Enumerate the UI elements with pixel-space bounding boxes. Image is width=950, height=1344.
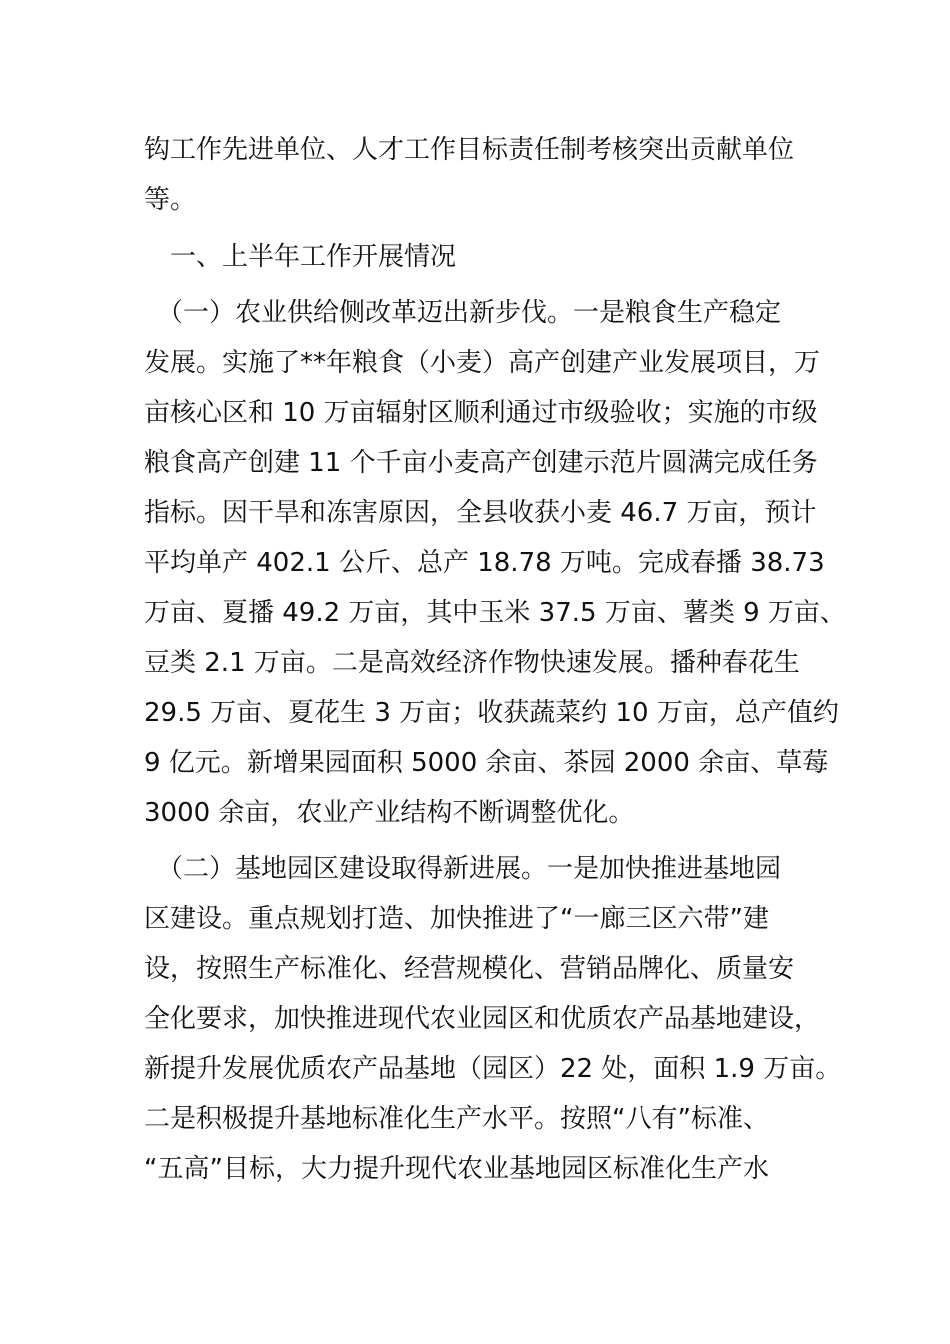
body-text-line: 设，按照生产标准化、经营规模化、营销品牌化、质量安 bbox=[144, 954, 795, 984]
body-text-line: 区建设。重点规划打造、加快推进了“一廊三区六带”建 bbox=[144, 904, 769, 934]
section-heading: 一、上半年工作开展情况 bbox=[144, 242, 457, 272]
body-text-line: 亩核心区和 10 万亩辐射区顺利通过市级验收；实施的市级 bbox=[144, 398, 818, 428]
body-text-line: 全化要求，加快推进现代农业园区和优质农产品基地建设， bbox=[144, 1004, 821, 1034]
body-text-line: 二是积极提升基地标准化生产水平。按照“八有”标准、 bbox=[144, 1104, 769, 1134]
body-text-line: 等。 bbox=[144, 185, 197, 215]
body-text-line: 3000 余亩，农业产业结构不断调整优化。 bbox=[144, 798, 635, 828]
body-text-line: 29.5 万亩、夏花生 3 万亩；收获蔬菜约 10 万亩，总产值约 bbox=[144, 698, 839, 728]
body-text-line: “五高”目标，大力提升现代农业基地园区标准化生产水 bbox=[144, 1154, 769, 1184]
body-text-line: 指标。因干旱和冻害原因，全县收获小麦 46.7 万亩，预计 bbox=[144, 498, 817, 528]
body-text-line: 发展。实施了**年粮食（小麦）高产创建产业发展项目，万 bbox=[144, 348, 821, 378]
body-text-line: 平均单产 402.1 公斤、总产 18.78 万吨。完成春播 38.73 bbox=[144, 548, 825, 578]
body-text-line: 粮食高产创建 11 个千亩小麦高产创建示范片圆满完成任务 bbox=[144, 448, 818, 478]
body-text-line: 豆类 2.1 万亩。二是高效经济作物快速发展。播种春花生 bbox=[144, 648, 800, 678]
body-text-line: 新提升发展优质农产品基地（园区）22 处，面积 1.9 万亩。 bbox=[144, 1054, 842, 1084]
body-text-line: 万亩、夏播 49.2 万亩，其中玉米 37.5 万亩、薯类 9 万亩、 bbox=[144, 598, 846, 628]
subsection-heading-line: （二）基地园区建设取得新进展。一是加快推进基地园 bbox=[144, 854, 782, 884]
body-text-line: 9 亿元。新增果园面积 5000 余亩、茶园 2000 余亩、草莓 bbox=[144, 748, 829, 778]
subsection-heading-line: （一）农业供给侧改革迈出新步伐。一是粮食生产稳定 bbox=[144, 298, 782, 328]
body-text-line: 钩工作先进单位、人才工作目标责任制考核突出贡献单位 bbox=[144, 135, 795, 165]
